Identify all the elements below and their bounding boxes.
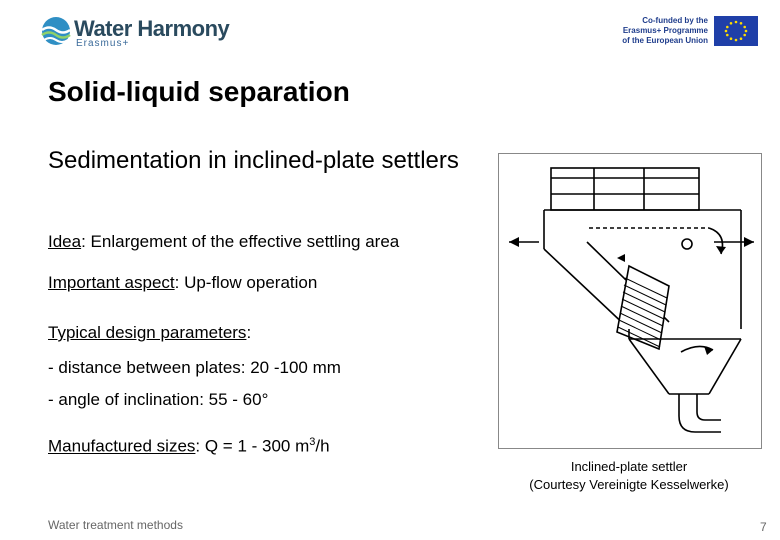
param-distance: - distance between plates: 20 -100 mm — [48, 358, 341, 377]
sizes-line — [48, 436, 330, 457]
logo-sub: Erasmus+ — [76, 38, 130, 49]
figure-caption — [500, 458, 758, 494]
idea-label: Idea — [48, 232, 82, 251]
sizes-unit: /h — [315, 436, 330, 456]
slide-title: Solid-liquid separation — [48, 76, 350, 107]
idea-text: : Enlargement of the effective settling area — [81, 232, 400, 251]
eu-cofunded-badge — [616, 14, 762, 48]
caption-line-1: Inclined-plate settler — [570, 459, 688, 474]
aspect-line — [48, 273, 317, 293]
eu-badge-text: Co-funded by the Erasmus+ Programme of the European Union — [622, 16, 708, 45]
idea-line — [48, 232, 399, 252]
settler-figure — [498, 153, 762, 449]
aspect-label: Important aspect — [48, 273, 175, 292]
sizes-label: Manufactured sizes — [48, 436, 196, 456]
eu-flag-icon — [714, 16, 758, 46]
sizes-text: : Q = 1 - 300 m — [195, 436, 310, 456]
sizes-sup: 3 — [309, 436, 316, 448]
logo-name: Water Harmony — [74, 16, 230, 41]
slide-subtitle: Sedimentation in inclined-plate settlers — [48, 147, 459, 174]
params-colon: : — [246, 323, 252, 342]
page-number: 7 — [760, 520, 767, 534]
inclined-plate-settler-diagram — [499, 154, 761, 448]
aspect-text: : Up-flow operation — [174, 273, 318, 292]
footer-text: Water treatment methods — [48, 518, 183, 532]
wave-logo-icon — [40, 16, 72, 46]
water-harmony-logo — [40, 14, 240, 50]
params-label: Typical design parameters — [48, 323, 247, 342]
caption-line-2: (Courtesy Vereinigte Kesselwerke) — [529, 477, 729, 492]
params-line — [48, 323, 251, 343]
param-angle: - angle of inclination: 55 - 60° — [48, 390, 269, 409]
